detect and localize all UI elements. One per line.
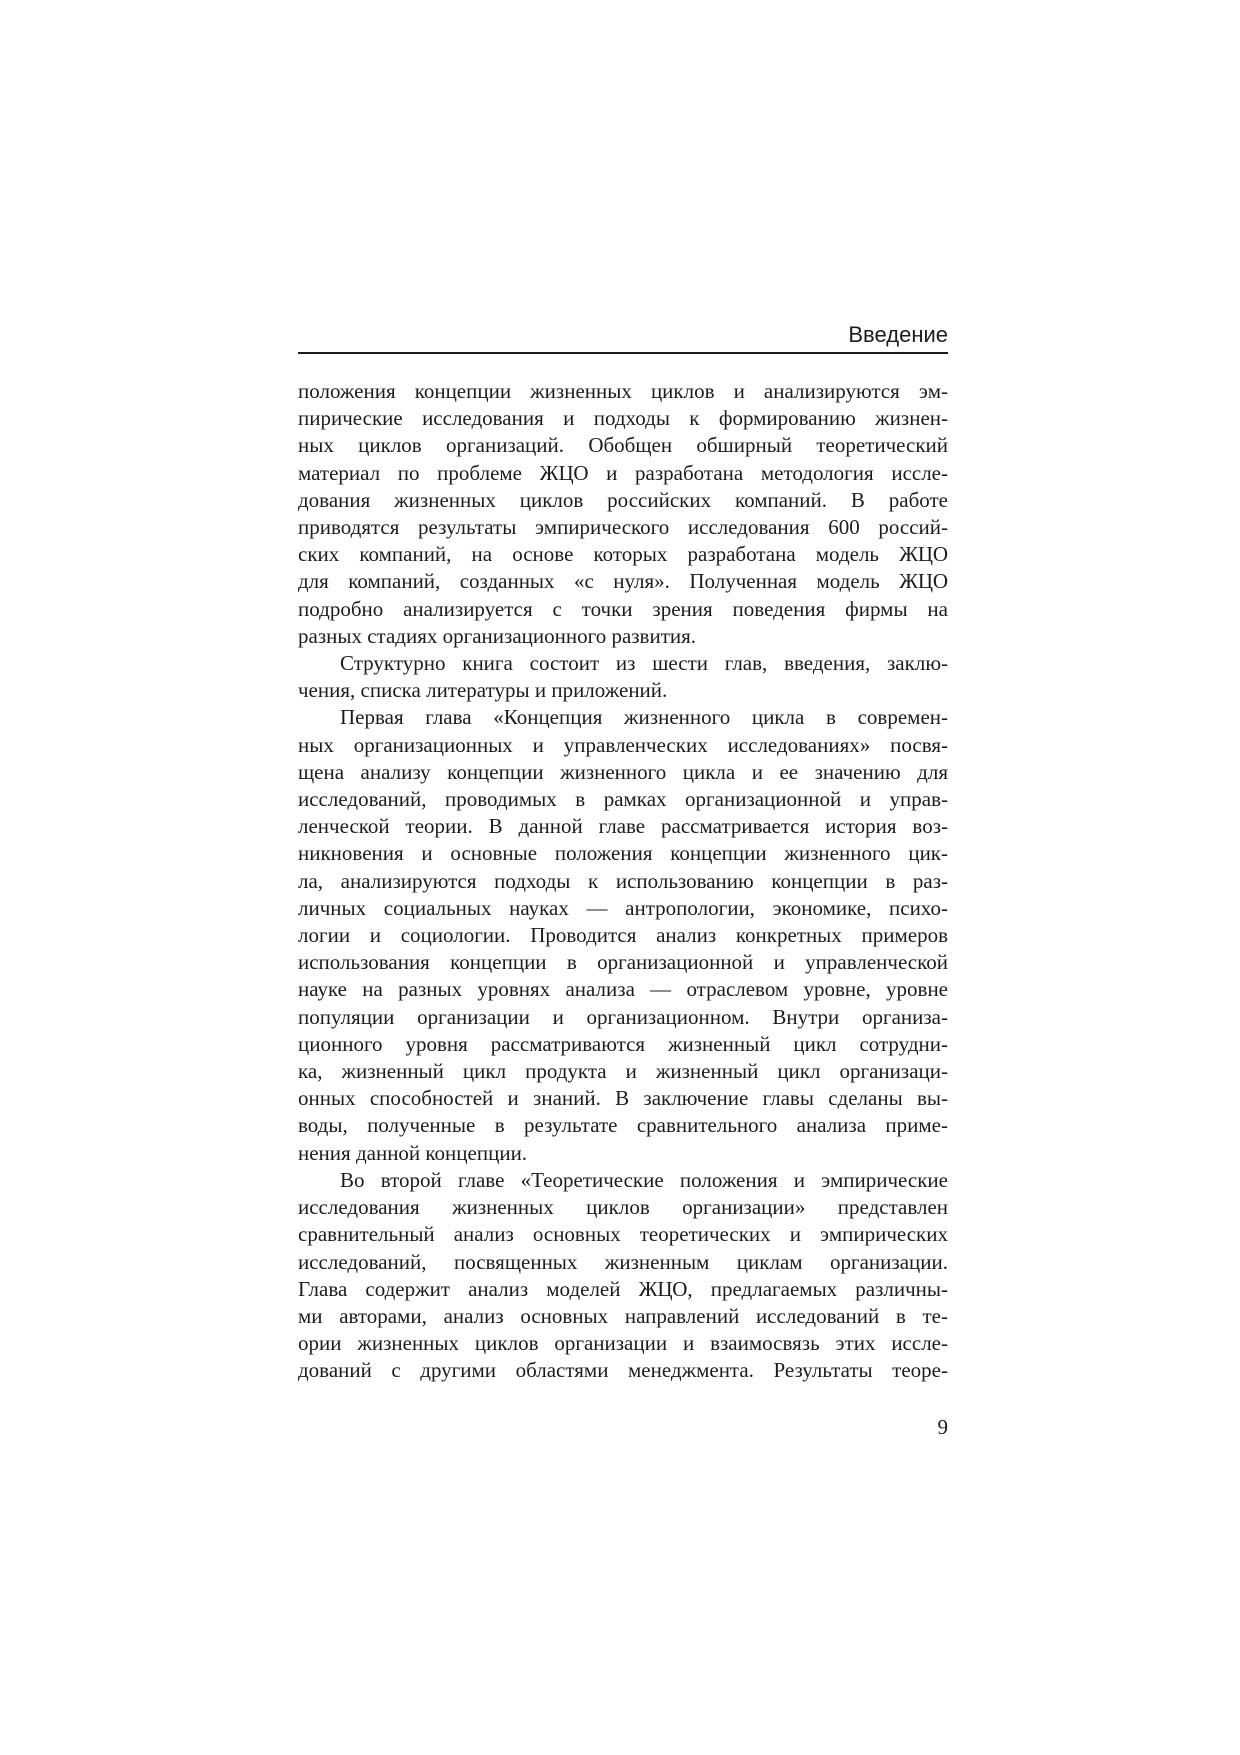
text-line: для компаний, созданных «с нуля». Полученная модель ЖЦО <box>298 569 948 594</box>
paragraph <box>298 704 948 1166</box>
text-line: исследований, посвященных жизненным циклам организации. <box>298 1249 948 1274</box>
text-line: ка, жизненный цикл продукта и жизненный цикл организаци- <box>298 1059 948 1084</box>
running-header-title: Введение <box>848 322 948 347</box>
text-line: материал по проблеме ЖЦО и разработана методология иссле- <box>298 460 948 485</box>
text-line: онных способностей и знаний. В заключение главы сделаны вы- <box>298 1086 948 1111</box>
text-line: ских компаний, на основе которых разработана модель ЖЦО <box>298 542 948 567</box>
header-rule <box>298 352 948 354</box>
text-line: чения, списка литературы и приложений. <box>298 678 668 703</box>
running-header <box>298 323 948 347</box>
text-line: нения данной концепции. <box>298 1140 528 1165</box>
text-line: Глава содержит анализ моделей ЖЦО, предлагаемых различны- <box>298 1276 948 1301</box>
text-line: воды, полученные в результате сравнительного анализа приме- <box>298 1113 948 1138</box>
text-line: исследования жизненных циклов организации» представлен <box>298 1195 948 1220</box>
page-number: 9 <box>937 1415 948 1439</box>
text-line: ционного уровня рассматриваются жизненный цикл сотрудни- <box>298 1031 948 1056</box>
text-line: положения концепции жизненных циклов и анализируются эм- <box>298 379 948 403</box>
body-text <box>298 378 948 1385</box>
text-line: пирические исследования и подходы к формированию жизнен- <box>298 406 948 431</box>
text-line: науке на разных уровнях анализа — отраслевом уровне, уровне <box>298 977 948 1002</box>
text-line: ных организационных и управленческих исследованиях» посвя- <box>298 732 948 757</box>
text-line: ми авторами, анализ основных направлений исследований в те- <box>298 1303 948 1328</box>
text-line: логии и социологии. Проводится анализ конкретных примеров <box>298 923 948 948</box>
paragraph <box>298 1167 948 1385</box>
text-line: Первая глава «Концепция жизненного цикла в современ- <box>340 705 948 730</box>
text-line: щена анализу концепции жизненного цикла и ее значению для <box>298 759 948 784</box>
text-line: ленческой теории. В данной главе рассматривается история воз- <box>298 814 948 839</box>
paragraph <box>298 378 948 650</box>
text-line: Во второй главе «Теоретические положения и эмпирические <box>340 1167 948 1192</box>
text-line: дований с другими областями менеджмента. Результаты теоре- <box>298 1358 948 1383</box>
paragraph <box>298 650 948 704</box>
text-line: популяции организации и организационном. Внутри организа- <box>298 1004 948 1029</box>
text-line: разных стадиях организационного развития. <box>298 623 697 648</box>
text-line: использования концепции в организационной и управленческой <box>298 950 948 975</box>
text-line: исследований, проводимых в рамках организационной и управ- <box>298 787 948 812</box>
text-line: подробно анализируется с точки зрения поведения фирмы на <box>298 596 948 621</box>
text-line: приводятся результаты эмпирического исследования 600 россий- <box>298 515 948 540</box>
text-line: ла, анализируются подходы к использованию концепции в раз- <box>298 868 948 893</box>
text-line: личных социальных науках — антропологии, экономике, психо- <box>298 895 948 920</box>
text-line: ных циклов организаций. Обобщен обширный теоретический <box>298 433 948 458</box>
text-line: дования жизненных циклов российских компаний. В работе <box>298 487 948 512</box>
text-line: никновения и основные положения концепции жизненного цик- <box>298 841 948 866</box>
text-line: Структурно книга состоит из шести глав, введения, заклю- <box>340 651 948 676</box>
text-line: сравнительный анализ основных теоретических и эмпирических <box>298 1222 948 1247</box>
text-line: ории жизненных циклов организации и взаимосвязь этих иссле- <box>298 1331 948 1356</box>
